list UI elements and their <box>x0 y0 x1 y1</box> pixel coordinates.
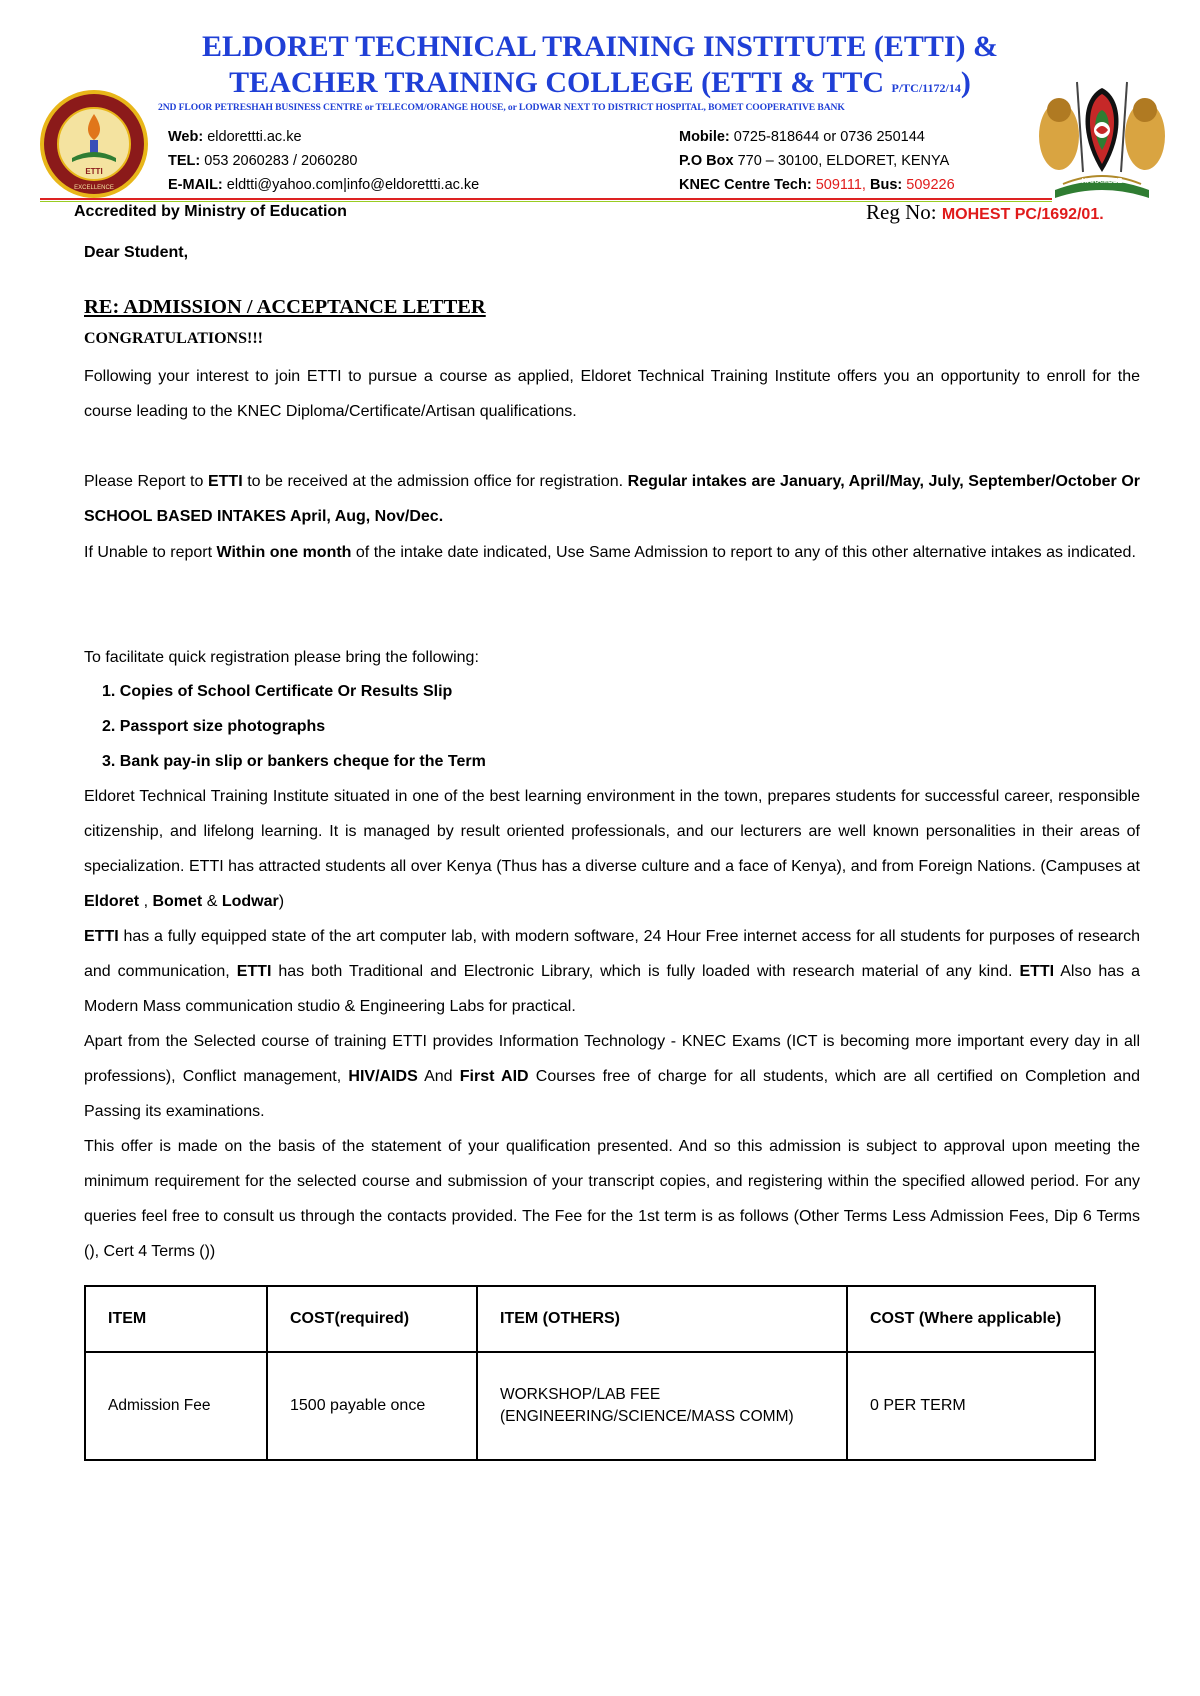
column-header: COST(required) <box>267 1286 477 1352</box>
tel-line: TEL: 053 2060283 / 2060280 <box>168 153 358 169</box>
list-item: 1. Copies of School Certificate Or Results Slip <box>102 683 453 700</box>
column-header: ITEM (OTHERS) <box>477 1286 847 1352</box>
knec-line: KNEC Centre Tech: 509111, Bus: 509226 <box>679 177 955 193</box>
paragraph-report: Please Report to ETTI to be received at the admission office for registration. Regular intakes are January, April/May, July, September/October Or SCHOOL BASED INTAKES April, Aug, Nov/Dec. <box>84 473 1141 525</box>
paragraph-alternative-intakes: If Unable to report Within one month of the intake date indicated, Use Same Admission to report to any of this other alternative intakes as indicated. <box>84 544 1136 561</box>
paragraph-requirements-intro: To facilitate quick registration please bring the following: <box>84 649 479 666</box>
column-header: COST (Where applicable) <box>847 1286 1095 1352</box>
email-line: E-MAIL: eldtti@yahoo.com|info@eldorettti.ac.ke <box>168 177 480 193</box>
table-row <box>85 1352 1095 1460</box>
column-header: ITEM <box>85 1286 267 1352</box>
table-cell: 1500 payable once <box>267 1352 477 1460</box>
list-item: 2. Passport size photographs <box>102 718 326 735</box>
email-link[interactable]: eldtti@yahoo.com|info@eldorettti.ac.ke <box>226 177 480 193</box>
coat-motto: HARAMBEE <box>1081 178 1123 185</box>
table-cell: Admission Fee <box>85 1352 267 1460</box>
letter-subject: RE: ADMISSION / ACCEPTANCE LETTER <box>84 296 486 318</box>
fee-table <box>84 1285 1096 1461</box>
paragraph-offer: Following your interest to join ETTI to pursue a course as applied, Eldoret Technical Training Institute offers you an opportunity to enroll for the course leading to the KNEC Diploma/Certificate/Artisan qualifications. <box>84 368 1140 420</box>
table-cell: 0 PER TERM <box>847 1352 1095 1460</box>
coat-of-arms <box>1033 72 1171 202</box>
institute-title-line1: ELDORET TECHNICAL TRAINING INSTITUTE (ETTI) & <box>201 30 999 63</box>
web-link[interactable]: eldorettti.ac.ke <box>207 129 302 145</box>
logo-motto: EXCELLENCE <box>74 185 114 191</box>
paragraph-about: Eldoret Technical Training Institute situated in one of the best learning environment in the town, prepares students for successful career, responsible citizenship, and lifelong learning. It is managed by result oriented professionals, and our lecturers are well known personalities in their areas of specialization. ETTI has attracted students all over Kenya (Thus has a diverse culture and a face of Kenya), and from Foreign Nations. (Campuses at Eldoret , Bomet & Lodwar) <box>84 788 1140 910</box>
registration-ref: P/TC/1172/14 <box>891 81 961 95</box>
table-cell: WORKSHOP/LAB FEE (ENGINEERING/SCIENCE/MASS COMM) <box>477 1352 847 1460</box>
paragraph-facilities: ETTI has a fully equipped state of the art computer lab, with modern software, 24 Hour Free internet access for all students for purposes of research and communication, ETTI has both Traditional and Electronic Library, which is fully loaded with research material of any kind. ETTI Also has a Modern Mass communication studio & Engineering Labs for practical. <box>84 928 1141 1015</box>
congratulations: CONGRATULATIONS!!! <box>84 330 263 347</box>
table-header-row <box>85 1286 1095 1352</box>
list-item: 3. Bank pay-in slip or bankers cheque for the Term <box>102 753 486 770</box>
institute-logo <box>38 88 150 200</box>
mobile-line: Mobile: 0725-818644 or 0736 250144 <box>679 129 925 145</box>
registration-number: Reg No: MOHEST PC/1692/01. <box>866 200 1104 224</box>
accreditation-note: Accredited by Ministry of Education <box>74 203 347 220</box>
paragraph-conditions: This offer is made on the basis of the statement of your qualification presented. And so this admission is subject to approval upon meeting the minimum requirement for the selected course and submission of your transcript copies, and registering within the specified allowed period. For any queries feel free to consult us through the contacts provided. The Fee for the 1st term is as follows (Other Terms Less Admission Fees, Dip 6 Terms (), Cert 4 Terms ()) <box>84 1138 1140 1260</box>
contact-block-left <box>168 125 479 197</box>
contact-block-right <box>679 125 955 197</box>
requirements-list <box>102 674 486 779</box>
paragraph-extra-courses: Apart from the Selected course of training ETTI provides Information Technology - KNEC Exams (ICT is becoming more important every day in all professions), Conflict management, HIV/AIDS And First AID Courses free of charge for all students, which are all certified on Completion and Passing its examinations. <box>84 1033 1140 1120</box>
web-line: Web: eldorettti.ac.ke <box>168 129 302 145</box>
salutation: Dear Student, <box>84 244 189 261</box>
institute-title-line2: TEACHER TRAINING COLLEGE (ETTI & TTC P/TC/1172/14) <box>229 66 971 99</box>
logo-text: ETTI <box>85 167 103 176</box>
branch-locations: 2ND FLOOR PETRESHAH BUSINESS CENTRE or TELECOM/ORANGE HOUSE, or LODWAR NEXT TO DISTRICT HOSPITAL, BOMET COOPERATIVE BANK <box>158 102 845 113</box>
pobox-line: P.O Box 770 – 30100, ELDORET, KENYA <box>679 153 950 169</box>
